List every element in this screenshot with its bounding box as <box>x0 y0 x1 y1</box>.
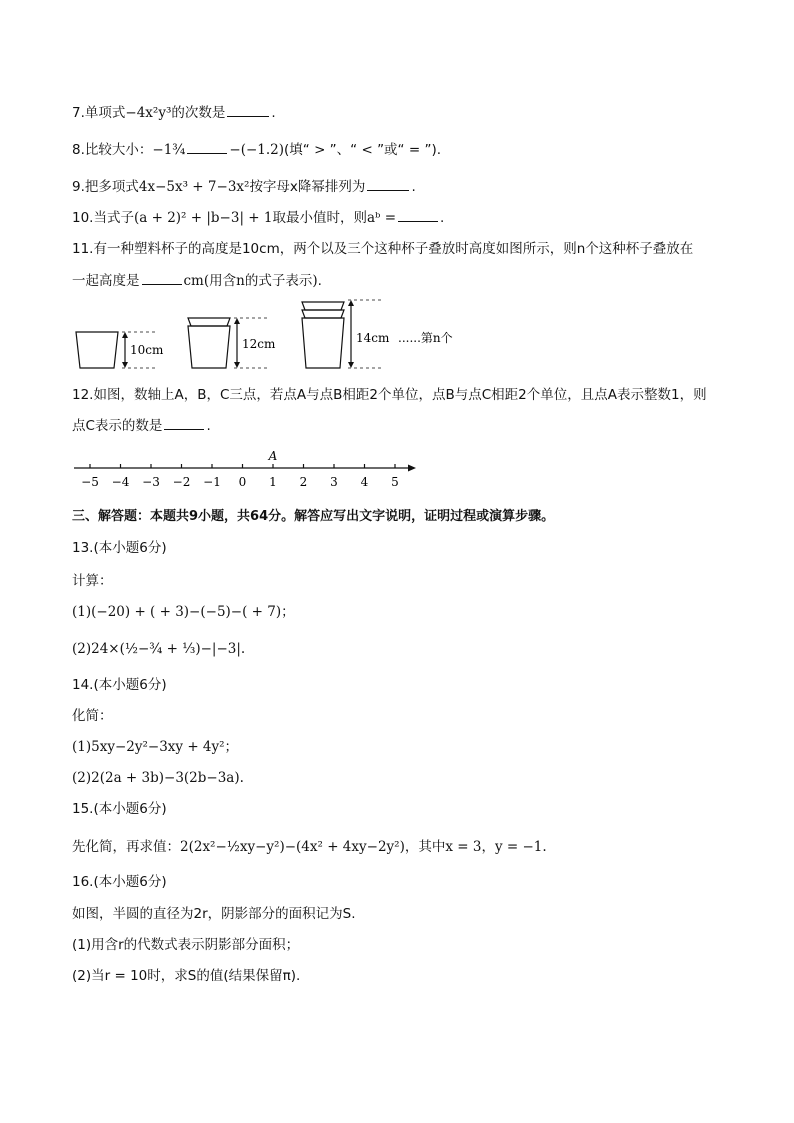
answer-blank <box>187 140 227 154</box>
number-line-tick-label: −2 <box>172 475 191 489</box>
q12-end: . <box>206 418 211 434</box>
q7-end: . <box>271 105 276 121</box>
number-line-tick-label: 1 <box>269 475 277 489</box>
question-13-title: 13.(本小题6分) <box>72 540 167 556</box>
question-15-title: 15.(本小题6分) <box>72 801 167 817</box>
q8-end: . <box>436 142 442 158</box>
q7-prefix: 7.单项式 <box>72 105 126 121</box>
q9-prefix: 9.把多项式 <box>72 179 139 195</box>
question-15-text: 先化简，再求值：2(2x²−½xy−y²)−(4x² + 4xy−2y²)，其中x = 3，y = −1. <box>72 839 547 855</box>
answer-blank <box>227 103 269 117</box>
question-14-title: 14.(本小题6分) <box>72 677 167 693</box>
q10-expression: (a + 2)² + |b−3| + 1 <box>133 210 273 226</box>
number-line-svg <box>72 448 432 490</box>
q8-right-expression: −(−1.2) <box>229 142 285 158</box>
answer-blank <box>367 177 409 191</box>
q9-end: . <box>411 179 416 195</box>
question-7 <box>72 103 276 122</box>
cup-caption: ......第n个 <box>398 331 453 345</box>
answer-blank <box>398 208 438 222</box>
number-line-tick-label: 3 <box>330 475 338 489</box>
cup-3-bottom <box>302 318 344 368</box>
question-16-part2: (2)当r = 10时，求S的值(结果保留π). <box>72 968 301 984</box>
arrow-head <box>122 362 128 368</box>
cup-3-middle <box>302 310 344 318</box>
cup-1 <box>76 332 118 368</box>
cup-label-2: 12cm <box>242 337 276 351</box>
question-10 <box>72 208 444 227</box>
number-line-figure <box>72 448 432 494</box>
q9-expression: 4x−5x³ + 7−3x² <box>138 179 250 195</box>
question-13-intro: 计算： <box>72 573 113 589</box>
cup-2-top <box>188 318 230 326</box>
cup-stack-svg <box>72 296 492 380</box>
question-13-part1: (1)(−20) + ( + 3)−(−5)−( + 7)； <box>72 604 295 620</box>
answer-blank <box>142 271 182 285</box>
q10-target: aᵇ = <box>366 210 397 226</box>
cup-3-top <box>302 302 344 310</box>
number-line-tick-label: −3 <box>142 475 160 489</box>
axis-arrow <box>408 465 416 472</box>
question-14-part1: (1)5xy−2y²−3xy + 4y²； <box>72 739 239 755</box>
q7-expression: −4x²y³ <box>125 105 172 121</box>
question-16-title: 16.(本小题6分) <box>72 874 167 890</box>
question-12-line2 <box>72 416 211 435</box>
q10-suffix: 取最小值时，则 <box>272 210 367 226</box>
q12-prefix: 点C表示的数是 <box>72 418 163 434</box>
question-11-line2 <box>72 271 322 290</box>
number-line-tick-label: 4 <box>360 475 369 489</box>
question-8 <box>72 140 441 159</box>
q11-suffix: cm(用含n的式子表示) <box>183 273 318 289</box>
number-line-tick-label: 5 <box>391 475 399 489</box>
cup-2-bottom <box>188 326 230 368</box>
number-line-tick-label: 0 <box>238 475 247 489</box>
section-3-heading: 三、解答题：本题共9小题，共64分。解答应写出文字说明，证明过程或演算步骤。 <box>72 509 555 524</box>
arrow-head <box>348 300 354 306</box>
q11-prefix: 一起高度是 <box>72 273 140 289</box>
q11-end: . <box>317 273 322 289</box>
question-16-intro: 如图，半圆的直径为2r，阴影部分的面积记为S. <box>72 906 356 922</box>
q8-prefix: 8.比较大小： <box>72 142 153 158</box>
q8-suffix: (填“ > ”、“ < ”或“ = ”) <box>284 142 437 158</box>
point-a-label: A <box>268 449 278 463</box>
cup-stack-figure <box>72 296 492 384</box>
question-11-line1: 11.有一种塑料杯子的高度是10cm，两个以及三个这种杯子叠放时高度如图所示，则n个这种杯子叠放在 <box>72 241 694 257</box>
q8-left-expression: −1¾ <box>152 142 186 158</box>
question-12-line1: 12.如图，数轴上A，B，C三点，若点A与点B相距2个单位，点B与点C相距2个单位，且点A表示整数1，则 <box>72 387 707 403</box>
q7-suffix: 的次数是 <box>171 105 226 121</box>
q10-prefix: 10.当式子 <box>72 210 134 226</box>
number-line-tick-label: −4 <box>111 475 130 489</box>
arrow-head <box>122 332 128 338</box>
arrow-head <box>348 362 354 368</box>
question-16-part1: (1)用含r的代数式表示阴影部分面积； <box>72 937 300 953</box>
number-line-tick-label: −5 <box>81 475 99 489</box>
question-9 <box>72 177 416 196</box>
number-line-tick-label: −1 <box>203 475 221 489</box>
number-line-tick-label: 2 <box>299 475 308 489</box>
question-13-part2: (2)24×(½−¾ + ⅓)−|−3|. <box>72 641 246 657</box>
cup-label-1: 10cm <box>130 343 164 357</box>
arrow-head <box>234 362 240 368</box>
question-14-intro: 化简： <box>72 708 113 724</box>
arrow-head <box>234 318 240 324</box>
q9-suffix: 按字母x降幂排列为 <box>249 179 366 195</box>
cup-label-3: 14cm <box>356 331 390 345</box>
q10-end: . <box>440 210 445 226</box>
answer-blank <box>164 416 204 430</box>
question-14-part2: (2)2(2a + 3b)−3(2b−3a). <box>72 770 244 786</box>
